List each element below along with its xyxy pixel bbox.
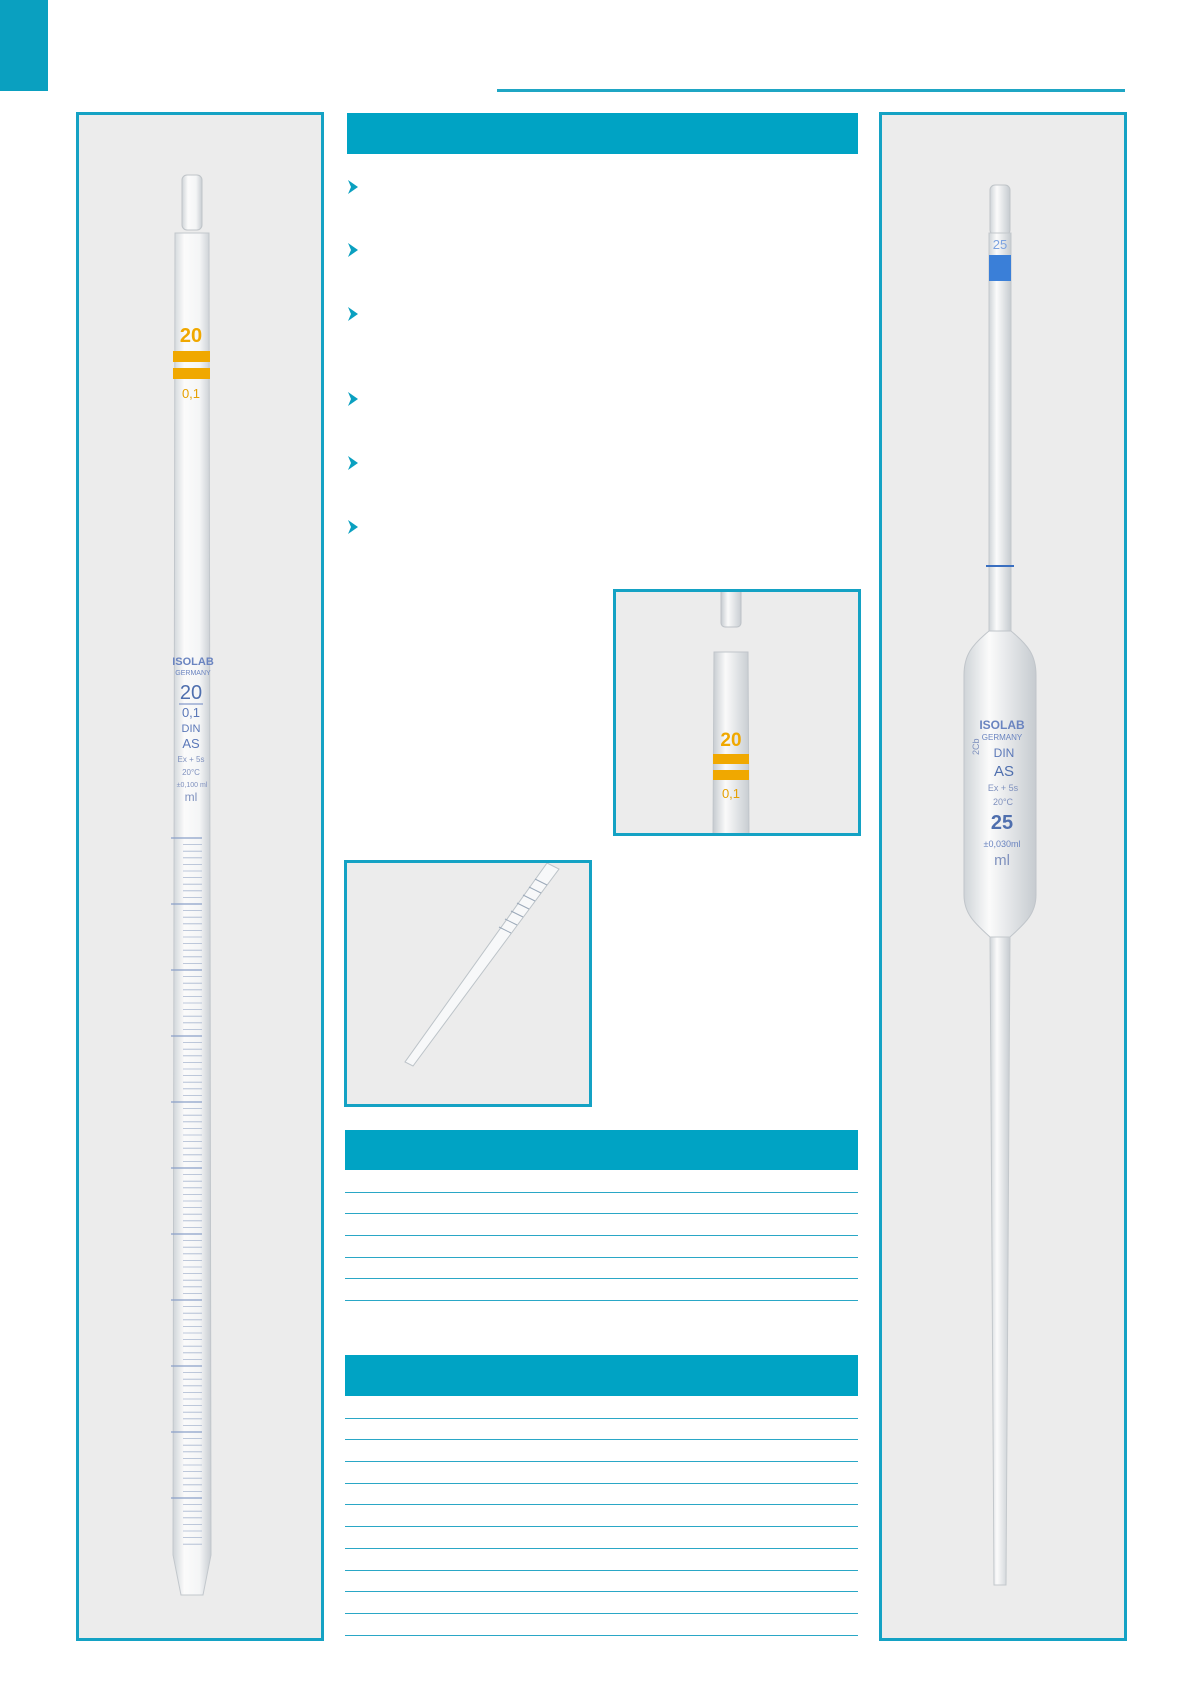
table-row — [345, 1549, 858, 1571]
table-row — [345, 1193, 858, 1215]
table-1 — [345, 1171, 858, 1301]
graduated-pipette-photo — [76, 112, 324, 1641]
color-band-bottom — [173, 368, 210, 379]
temperature-label: 20°C — [182, 768, 200, 777]
table-1-header-bar — [345, 1130, 858, 1170]
unit-label: ml — [994, 852, 1010, 869]
color-code-closeup-photo — [613, 589, 861, 836]
delivery-label: Ex + 5s — [987, 783, 1019, 793]
table-row — [345, 1614, 858, 1636]
graduated-pipette-illustration — [79, 115, 321, 1638]
volume-label: 20 — [179, 682, 203, 704]
tip-illustration — [347, 863, 589, 1104]
table-row — [345, 1236, 858, 1258]
table-row — [345, 1527, 858, 1549]
standard-label: DIN — [181, 723, 201, 735]
color-band-top — [173, 351, 210, 362]
volume-label: 25 — [990, 812, 1014, 834]
chevron-right-icon — [344, 305, 362, 323]
header-rule — [497, 89, 1125, 92]
chevron-right-icon — [344, 241, 362, 259]
color-code-value: 20 — [179, 325, 203, 347]
table-row — [345, 1571, 858, 1593]
tip-closeup-photo — [344, 860, 592, 1107]
closeup-sub: 0,1 — [721, 786, 741, 801]
chevron-right-icon — [344, 518, 362, 536]
table-row — [345, 1419, 858, 1441]
table-row — [345, 1440, 858, 1462]
table-2-header-bar — [345, 1355, 858, 1396]
table-row — [345, 1279, 858, 1301]
chevron-right-icon — [344, 454, 362, 472]
class-label: AS — [182, 736, 200, 751]
table-row — [345, 1214, 858, 1236]
table-row — [345, 1258, 858, 1280]
closeup-band-bottom — [713, 770, 749, 780]
temperature-label: 20°C — [992, 797, 1014, 807]
unit-label: ml — [184, 790, 198, 804]
color-code-sub: 0,1 — [181, 386, 201, 401]
delivery-label: Ex + 5s — [177, 755, 205, 764]
tolerance-label: ±0,100 ml — [176, 782, 208, 789]
features-header-bar — [347, 113, 858, 154]
table-row — [345, 1171, 858, 1193]
brand-country: GERMANY — [981, 733, 1023, 742]
color-code-band — [989, 255, 1011, 281]
series-label: 2Cb — [971, 738, 981, 755]
corner-tab — [0, 0, 48, 91]
chevron-right-icon — [344, 178, 362, 196]
volumetric-pipette-photo — [879, 112, 1127, 1641]
division-label: 0,1 — [181, 705, 201, 720]
table-row — [345, 1592, 858, 1614]
color-code-value: 25 — [992, 237, 1008, 252]
class-label: AS — [993, 763, 1015, 780]
table-row — [345, 1462, 858, 1484]
volumetric-pipette-illustration — [882, 115, 1124, 1638]
table-row — [345, 1505, 858, 1527]
chevron-right-icon — [344, 390, 362, 408]
table-row — [345, 1484, 858, 1506]
standard-label: DIN — [993, 746, 1015, 760]
closeup-band-top — [713, 754, 749, 764]
brand-logo: ISOLAB — [172, 656, 214, 668]
closeup-illustration — [616, 592, 858, 833]
table-2 — [345, 1397, 858, 1636]
table-row — [345, 1397, 858, 1419]
closeup-value: 20 — [720, 730, 742, 751]
brand-country: GERMANY — [175, 670, 211, 677]
brand-logo: ISOLAB — [979, 718, 1025, 732]
tolerance-label: ±0,030ml — [983, 839, 1021, 849]
